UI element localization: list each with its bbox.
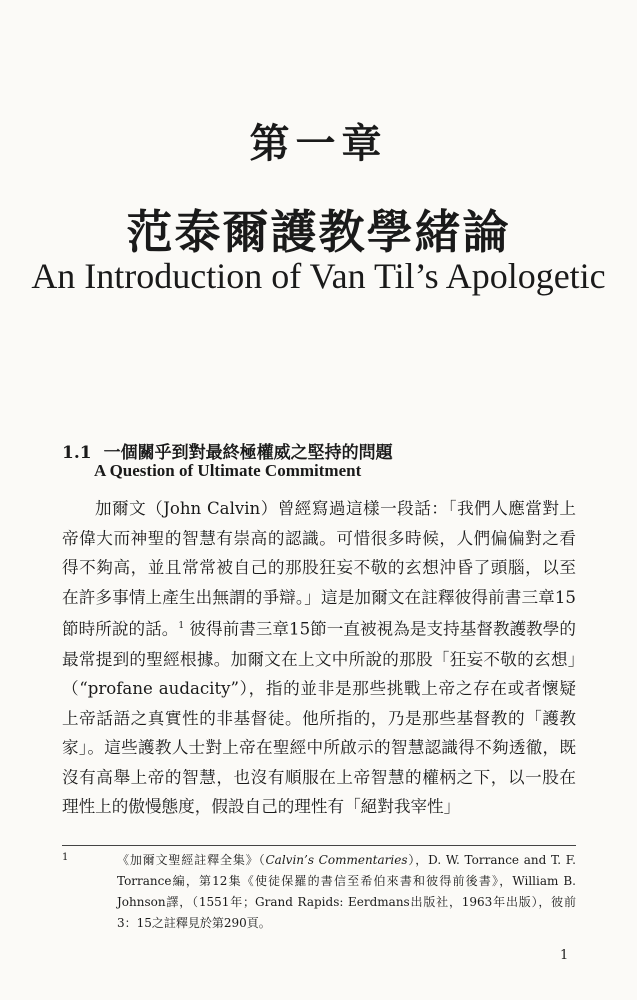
section-heading [62, 438, 582, 463]
footnote-part-2: ），D. W. Torrance and T. F. Torrance編，第12集《使徒保羅的書信至希伯來書和彼得前後書》，William B. Johnson譯，（1551年；Grand Rapids: Eerdmans出版社，1963年出版），彼前3：15之註釋見於第290頁。 [117, 853, 576, 930]
body-paragraph [62, 494, 576, 822]
section-title-chinese: 一個關乎到對最終極權威之堅持的問題 [103, 443, 393, 463]
section-number: 1.1 [62, 443, 92, 463]
chapter-title-chinese: 范泰爾護教學緒論 [126, 205, 511, 259]
footnote-marker: 1 [62, 852, 69, 863]
section-title-english: A Question of Ultimate Commitment [94, 461, 362, 480]
footnote-reference: 1 [178, 621, 185, 632]
body-text-part-2: 彼得前書三章15節一直被視為是支持基督教護教學的最常提到的聖經根據。加爾文在上文中所說的那股「狂妄不敬的玄想」（“profane audacity”），指的並非是那些挑戰上帝之存在或者懷疑上帝話語之真實性的非基督徒。他所指的，乃是那些基督教的「護教家」。這些護教人士對上帝在聖經中所啟示的智慧認識得不夠透徹，既沒有高舉上帝的智慧，也沒有順服在上帝智慧的權柄之下，以一股在理性上的傲慢態度，假設自己的理性有「絕對我宰性」 [62, 619, 577, 817]
page-number: 1 [560, 948, 569, 963]
chapter-title-english: An Introduction of Van Til’s Apologetic [31, 256, 606, 296]
footnote-series-title: Calvin’s Commentaries [265, 853, 408, 867]
footnote-text [117, 850, 576, 934]
chapter-number: 第一章 [249, 120, 388, 167]
body-text-part-1: 加爾文（John Calvin）曾經寫過這樣一段話：「我們人應當對上帝偉大而神聖的智慧有崇高的認識。可惜很多時候，人們偏偏對之看得不夠高，並且常常被自己的那股狂妄不敬的玄想沖昏了頭腦，以至在許多事情上產生出無謂的爭辯。」這是加爾文在註釋彼得前書三章15節時所說的話。 [62, 499, 576, 639]
footnote-part-1: 《加爾文聖經註釋全集》（ [117, 853, 266, 867]
footnote-divider [62, 845, 576, 846]
